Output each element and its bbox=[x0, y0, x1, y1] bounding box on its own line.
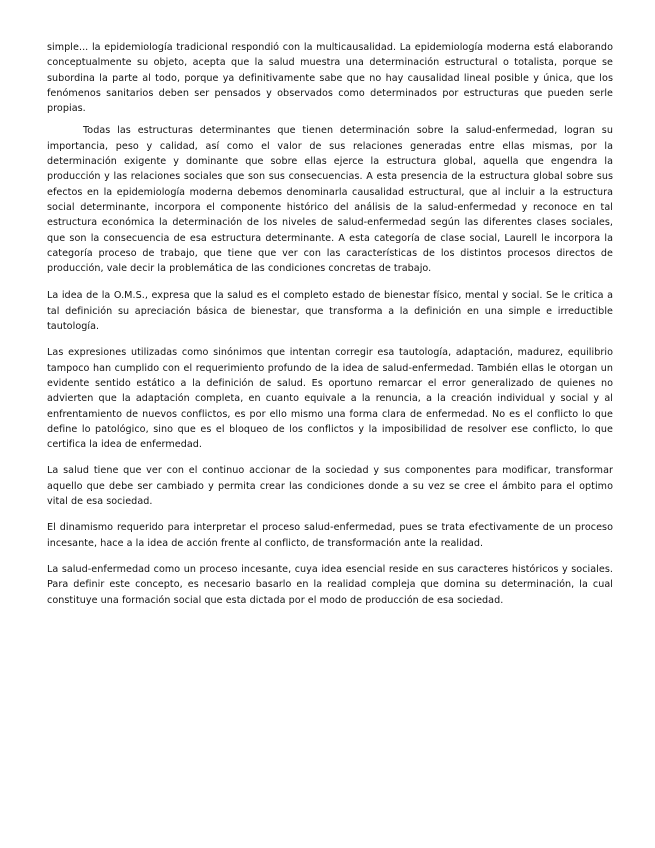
paragraph-estructuras-determinantes: Todas las estructuras determinantes que tienen determinación sobre la salud-enfermedad, logran su importancia, peso y calidad, así como el valor de sus relaciones generadas entre ellas mismas, por la determinación exigente y dominante que sobre ellas ejerce la estructura global, aquella que engendra la producción y las relaciones sociales que son sus consecuencias. A esta presencia de la estructura global sobre sus efectos en la epidemiología moderna debemos denominarla causalidad estructural, que al incluir a la estructura social determinante, incorpora el componente histórico del análisis de la salud-enfermedad y reconoce en tal estructura económica la determinación de los niveles de salud-enfermedad según las diferentes clases sociales, que son la consecuencia de esa estructura determinante. A esta categoría de clase social, Laurell le incorpora la categoría proceso de trabajo, que tiene que ver con las características de los distintos procesos directos de producción, vale decir la problemática de las condiciones concretas de trabajo. bbox=[47, 125, 613, 275]
paragraph-accionar-sociedad: La salud tiene que ver con el continuo accionar de la sociedad y sus componentes para modificar, transformar aquello que debe ser cambiado y permita crear las condiciones donde a su vez se cree el ámbito para el optimo vital de esa sociedad. bbox=[47, 465, 613, 508]
paragraph-causalidad: simple... la epidemiología tradicional respondió con la multicausalidad. La epidemiología moderna está elaborando conceptualmente su objeto, acepta que la salud muestra una determinación estructural o totalista, porque se subordina la parte al todo, porque ya definitivamente sabe que no hay causalidad lineal posible y única, que los fenómenos sanitarios deben ser pensados y observados como determinados por estructuras que pueden serle propias. bbox=[47, 42, 613, 115]
paragraph-dinamismo: El dinamismo requerido para interpretar el proceso salud-enfermedad, pues se trata efectivamente de un proceso incesante, hace a la idea de acción frente al conflicto, de transformación ante la realidad. bbox=[47, 522, 613, 549]
paragraph-oms-definicion: La idea de la O.M.S., expresa que la salud es el completo estado de bienestar físico, mental y social. Se le critica a tal definición su apreciación básica de bienestar, que transforma a la definición en una simple e irreductible tautología. bbox=[47, 290, 613, 333]
document-page bbox=[47, 40, 613, 619]
paragraph-proceso-incesante: La salud-enfermedad como un proceso incesante, cuya idea esencial reside en sus caracteres históricos y sociales. Para definir este concepto, es necesario basarlo en la realidad compleja que domina su determinación, la cual constituye una formación social que esta dictada por el modo de producción de esa sociedad. bbox=[47, 563, 613, 606]
paragraph-expresiones-sinonimos: Las expresiones utilizadas como sinónimos que intentan corregir esa tautología, adaptación, madurez, equilibrio tampoco han cumplido con el requerimiento profundo de la idea de salud-enfermedad. También ellas le otorgan un evidente sentido estático a la definición de salud. Es oportuno remarcar el error generalizado de quienes no advierten que la adaptación completa, en cuanto equivale a la renuncia, a la creación individual y social y al enfrentamiento de nuevos conflictos, es por ello mismo una forma clara de enfermedad. No es el conflicto lo que define lo patológico, sino que es el bloqueo de los conflictos y la imposibilidad de resolver ese conflicto, lo que certifica la idea de enfermedad. bbox=[47, 347, 613, 451]
